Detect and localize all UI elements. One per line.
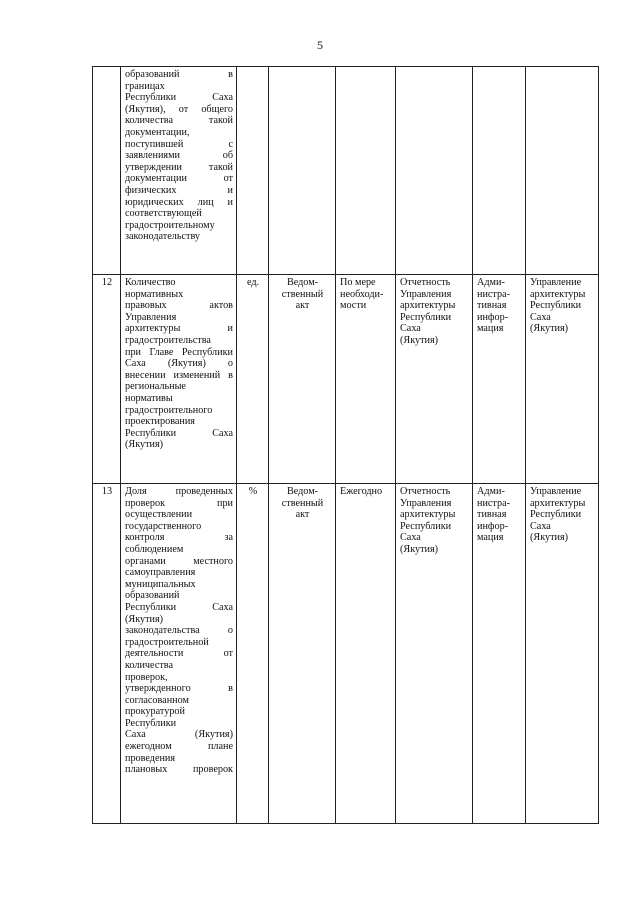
document-type-cell (269, 67, 336, 275)
data-source-cell (396, 275, 473, 484)
collection-period-cell (336, 275, 396, 484)
data-source-cell (396, 67, 473, 275)
data-source: Отчетность Управления архитектуры Республики Саха (Якутия) (400, 486, 456, 555)
collection-period-cell (336, 484, 396, 824)
responsible-body-cell (526, 275, 599, 484)
data-source: Отчетность Управления архитектуры Республики Саха (Якутия) (400, 277, 456, 346)
document-type-cell (269, 275, 336, 484)
page-number: 5 (317, 38, 323, 52)
document-type: Ведом- ственный акт (281, 277, 324, 312)
table-row (93, 275, 599, 484)
table-row (93, 67, 599, 275)
indicator-name-cell (121, 275, 237, 484)
indicator-name-cell (121, 484, 237, 824)
document-type: Ведом- ственный акт (281, 486, 324, 521)
information-type-cell (473, 275, 526, 484)
responsible-body-cell (526, 484, 599, 824)
information-type: Адми- нистра- тивная инфор- мация (477, 277, 511, 335)
indicators-table (92, 66, 599, 824)
information-type-cell (473, 67, 526, 275)
responsible-body: Управление архитектуры Республики Саха (Якутия) (530, 277, 586, 335)
information-type: Адми- нистра- тивная инфор- мация (477, 486, 511, 544)
table-row (93, 484, 599, 824)
responsible-body: Управление архитектуры Республики Саха (Якутия) (530, 486, 586, 544)
unit-of-measure-cell (237, 484, 269, 824)
unit-of-measure: ед. (246, 277, 260, 288)
document-type-cell (269, 484, 336, 824)
responsible-body-cell (526, 67, 599, 275)
unit-of-measure-cell (237, 275, 269, 484)
collection-period-cell (336, 67, 396, 275)
collection-period: По мере необходи- мости (340, 277, 384, 312)
row-number: 12 (101, 277, 113, 288)
indicator-name: Доля проведенных проверок при осуществлении государственного контроля за соблюдением органами местного самоуправления муниципальных образований Республики Саха (Якутия) законодательства о градостроительной деятельности от количества проверок, утвержденного в согласованном прокуратурой Республики Саха (Якутия) ежегодном плане проведения плановых проверок (125, 486, 233, 776)
data-source-cell (396, 484, 473, 824)
row-number: 13 (101, 486, 113, 497)
row-number-cell (93, 275, 121, 484)
information-type-cell (473, 484, 526, 824)
collection-period: Ежегодно (340, 486, 383, 497)
row-number-cell (93, 484, 121, 824)
unit-of-measure-cell (237, 67, 269, 275)
row-number-cell (93, 67, 121, 275)
unit-of-measure: % (248, 486, 258, 497)
indicator-name: Количество нормативных правовых актов Управления архитектуры и градостроительства при Главе Республики Саха (Якутия) о внесении изменений в региональные нормативы градостроительного проектирования Республики Саха (Якутия) (125, 277, 233, 451)
indicator-name-cell (121, 67, 237, 275)
indicator-name: образований в границах Республики Саха (Якутия), от общего количества такой документации, поступившей с заявлениями об утверждении такой документации от физических и юридических лиц и соответствующей градостроительному законодательству (125, 69, 233, 243)
